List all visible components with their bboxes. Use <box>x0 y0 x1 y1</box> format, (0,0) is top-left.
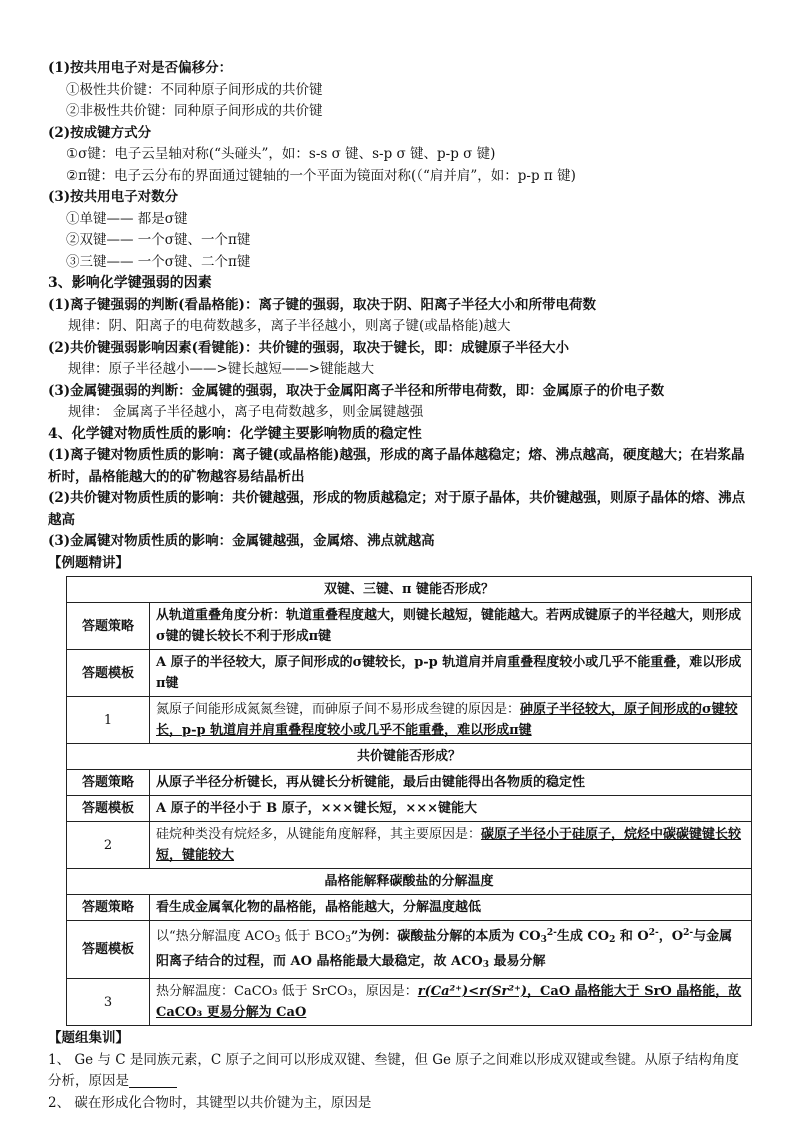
text-paragraph: (1)离子键对物质性质的影响：离子键(或晶格能)越强，形成的离子晶体越稳定；熔、沸点越高，硬度越大；在岩浆晶析时，晶格能越大的的矿物越容易结晶析出 <box>48 447 745 485</box>
question-text: 硅烷种类没有烷烃多，从键能角度解释，其主要原因是： <box>156 827 482 842</box>
question-text: 氮原子间能形成氮氮叁键，而砷原子间不易形成叁键的原因是： <box>156 702 521 717</box>
template-part: 生成 CO <box>556 929 610 944</box>
template-part: 以“热分解温度 ACO <box>156 929 275 944</box>
question-item <box>48 1050 748 1093</box>
text-line: (1)离子键强弱的判断(看晶格能)：离子键的强弱，取决于阴、阳离子半径大小和所带电荷数 <box>48 296 596 313</box>
answer-blank[interactable] <box>129 1073 177 1088</box>
row-label: 答题模板 <box>67 921 150 979</box>
subscript: 3 <box>482 960 490 970</box>
text-paragraph: (2)共价键对物质性质的影响：共价键越强，形成的物质越稳定；对于原子晶体，共价键越强，则原子晶体的熔、沸点越高 <box>48 490 746 528</box>
text-line: (3)金属键强弱的判断：金属键的强弱，取决于金属阳离子半径和所带电荷数，即：金属原子的价电子数 <box>48 382 665 399</box>
text-line: ①σ键：电子云呈轴对称(“头碰头”，如：s-s σ 键、s-p σ 键、p-p σ 键) <box>66 146 496 162</box>
text-line: ②非极性共价键：同种原子间形成的共价键 <box>66 103 323 119</box>
subscript: 3 <box>540 935 547 945</box>
text-line: ①极性共价键：不同种原子间形成的共价键 <box>66 81 323 98</box>
answer-text: 碳原子半径小于硅原子，烷烃中碳碳键键长较短，键能较大 <box>156 827 742 863</box>
question-text: 2、 碳在形成化合物时，其键型以共价键为主，原因是 <box>48 1094 372 1111</box>
row-label: 答题策略 <box>67 895 150 921</box>
text-line: (3)按共用电子对数分 <box>48 189 179 205</box>
text-line: ②π键：电子云分布的界面通过键轴的一个平面为镜面对称(（“肩并肩”，如：p-p π 键) <box>66 167 576 184</box>
row-label: 答题模板 <box>67 650 150 697</box>
subscript: 3 <box>274 935 281 945</box>
text-line: ①单键—— 都是σ键 <box>66 210 188 227</box>
question-text: 热分解温度：CaCO₃ 低于 SrCO₃，原因是： <box>156 984 418 999</box>
superscript: 2- <box>683 928 694 938</box>
template-part: 低于 BCO <box>280 929 346 944</box>
strategy-cell: 从原子半径分析键长，再从键长分析键能，最后由键能得出各物质的稳定性 <box>150 770 752 796</box>
subscript: 3 <box>345 935 351 945</box>
table-section-title: 晶格能解释碳酸盐的分解温度 <box>67 869 752 895</box>
table-section-title: 共价键能否形成？ <box>67 744 752 770</box>
section-heading: 3、影响化学键强弱的因素 <box>48 275 212 291</box>
template-cell: A 原子的半径小于 B 原子，×××键长短，×××键能大 <box>150 796 752 822</box>
document-page <box>48 58 748 1114</box>
text-line: ③三键—— 一个σ键、二个π键 <box>66 253 251 270</box>
answer-text: 砷原子半径较大，原子间形成的σ键较长，p-p 轨道肩并肩重叠程度较小或几乎不能重叠，难以形成π键 <box>156 702 738 738</box>
template-part: ，O <box>658 929 684 944</box>
text-line: 规律：阴、阳离子的电荷数越多，离子半径越小，则离子键(或晶格能)越大 <box>68 318 511 334</box>
example-heading: 【例题精讲】 <box>48 554 129 571</box>
template-cell <box>150 921 752 979</box>
row-label: 答题模板 <box>67 796 150 822</box>
group-heading: 【题组集训】 <box>48 1030 129 1046</box>
question-cell <box>150 822 752 869</box>
strategy-cell: 从轨道重叠角度分析：轨道重叠程度越大，则键长越短，键能越大。若两成键原子的半径越大，则形成σ键的键长较长不利于形成π键 <box>150 603 752 650</box>
question-cell <box>150 979 752 1026</box>
text-line: (3)金属键对物质性质的影响：金属键越强，金属熔、沸点就越高 <box>48 533 435 549</box>
question-cell <box>150 697 752 744</box>
table-section-title: 双键、三键、π 键能否形成？ <box>67 577 752 603</box>
superscript: 2- <box>648 928 659 938</box>
question-number: 3 <box>67 979 150 1026</box>
question-item <box>48 1093 748 1115</box>
template-part: 最易分解 <box>489 954 546 969</box>
row-label: 答题策略 <box>67 770 150 796</box>
template-cell: A 原子的半径较大，原子间形成的σ键较长，p-p 轨道肩并肩重叠程度较小或几乎不能重叠，难以形成π键 <box>150 650 752 697</box>
answer-text: ，CaO 晶格能大于 SrO 晶格能，故 CaCO₃ 更易分解为 CaO <box>156 984 742 1020</box>
subscript: 2 <box>609 935 616 945</box>
text-line: (2)按成键方式分 <box>48 124 152 141</box>
template-part: 和 O <box>615 929 649 944</box>
template-part: ”为例：碳酸盐分解的本质为 CO <box>350 929 541 944</box>
section-heading: 4、化学键对物质性质的影响：化学键主要影响物质的稳定性 <box>48 425 422 442</box>
superscript: 2- <box>546 928 557 938</box>
question-number: 2 <box>67 822 150 869</box>
row-label: 答题策略 <box>67 603 150 650</box>
answer-text: r(Ca²⁺)<r(Sr²⁺) <box>417 984 528 999</box>
template-part: 与金属阳离子结合的过程，而 AO 晶格能最大最稳定，故 ACO <box>156 929 733 969</box>
question-number: 1 <box>67 697 150 744</box>
text-line: (1)按共用电子对是否偏移分： <box>48 60 233 76</box>
strategy-cell: 看生成金属氧化物的晶格能，晶格能越大，分解温度越低 <box>150 895 752 921</box>
question-text: 1、 Ge 与 C 是同族元素，C 原子之间可以形成双键、叁键，但 Ge 原子之间难以形成双键或叁键。从原子结构角度分析，原因是 <box>48 1051 739 1089</box>
example-table <box>66 576 752 1026</box>
text-line: 规律：原子半径越小——>键长越短——>键能越大 <box>68 361 375 377</box>
text-line: (2)共价键强弱影响因素(看键能)：共价键的强弱，取决于键长，即：成键原子半径大小 <box>48 339 569 356</box>
text-line: ②双键—— 一个σ键、一个π键 <box>66 232 251 248</box>
text-line: 规律： 金属离子半径越小，离子电荷数越多，则金属键越强 <box>68 404 424 420</box>
